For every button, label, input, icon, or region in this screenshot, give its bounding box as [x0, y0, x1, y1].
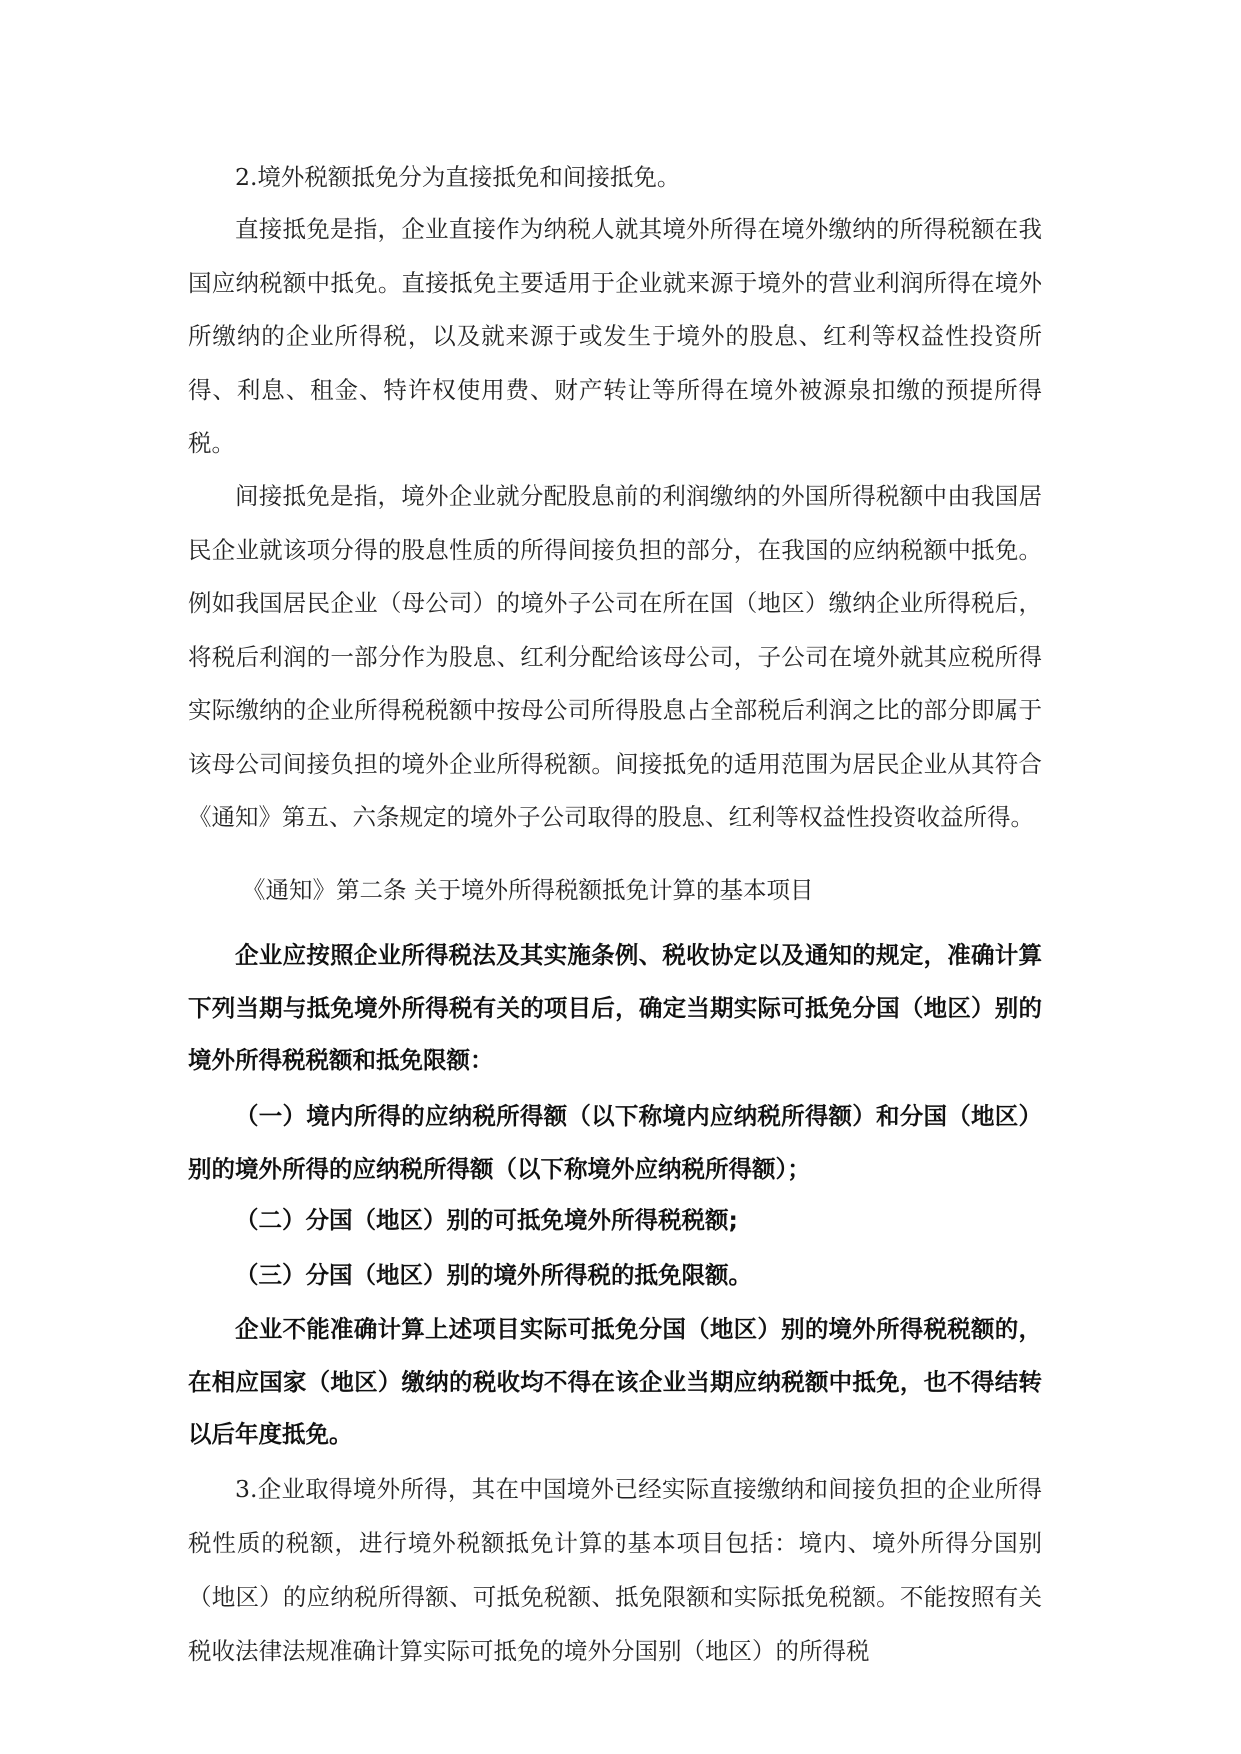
paragraph-intro: 2.境外税额抵免分为直接抵免和间接抵免。: [235, 163, 681, 191]
paragraph-item-three: 3.企业取得境外所得，其在中国境外已经实际直接缴纳和间接负担的企业所得税性质的税额，进行境外税额抵免计算的基本项目包括：境内、境外所得分国别（地区）的应纳税所得额、可抵免税额、抵免限额和实际抵免税额。不能按照有关税收法律法规准确计算实际可抵免的境外分国别（地区）的所得税: [188, 1475, 1042, 1665]
section-heading: 《通知》第二条 关于境外所得税额抵免计算的基本项目: [242, 876, 814, 904]
paragraph-indirect-credit: 间接抵免是指，境外企业就分配股息前的利润缴纳的外国所得税额中由我国居民企业就该项分得的股息性质的所得间接负担的部分，在我国的应纳税额中抵免。例如我国居民企业（母公司）的境外子公司在所在国（地区）缴纳企业所得税后，将税后利润的一部分作为股息、红利分配给该母公司，子公司在境外就其应税所得实际缴纳的企业所得税税额中按母公司所得股息占全部税后利润之比的部分即属于该母公司间接负担的境外企业所得税额。间接抵免的适用范围为居民企业从其符合《通知》第五、六条规定的境外子公司取得的股息、红利等权益性投资收益所得。: [188, 482, 1042, 831]
article-tail: 企业不能准确计算上述项目实际可抵免分国（地区）别的境外所得税税额的，在相应国家（地区）缴纳的税收均不得在该企业当期应纳税额中抵免，也不得结转以后年度抵免。: [188, 1315, 1042, 1448]
article-item-3: （三）分国（地区）别的境外所得税的抵免限额。: [235, 1261, 752, 1289]
article-item-2: （二）分国（地区）别的可抵免境外所得税税额;: [235, 1206, 738, 1234]
article-item-1: （一）境内所得的应纳税所得额（以下称境内应纳税所得额）和分国（地区）别的境外所得的应纳税所得额（以下称境外应纳税所得额）；: [188, 1102, 1042, 1183]
paragraph-direct-credit: 直接抵免是指，企业直接作为纳税人就其境外所得在境外缴纳的所得税额在我国应纳税额中抵免。直接抵免主要适用于企业就来源于境外的营业利润所得在境外所缴纳的企业所得税，以及就来源于或发生于境外的股息、红利等权益性投资所得、利息、租金、特许权使用费、财产转让等所得在境外被源泉扣缴的预提所得税。: [188, 215, 1042, 457]
article-lead: 企业应按照企业所得税法及其实施条例、税收协定以及通知的规定，准确计算下列当期与抵免境外所得税有关的项目后，确定当期实际可抵免分国（地区）别的境外所得税税额和抵免限额：: [188, 941, 1042, 1074]
